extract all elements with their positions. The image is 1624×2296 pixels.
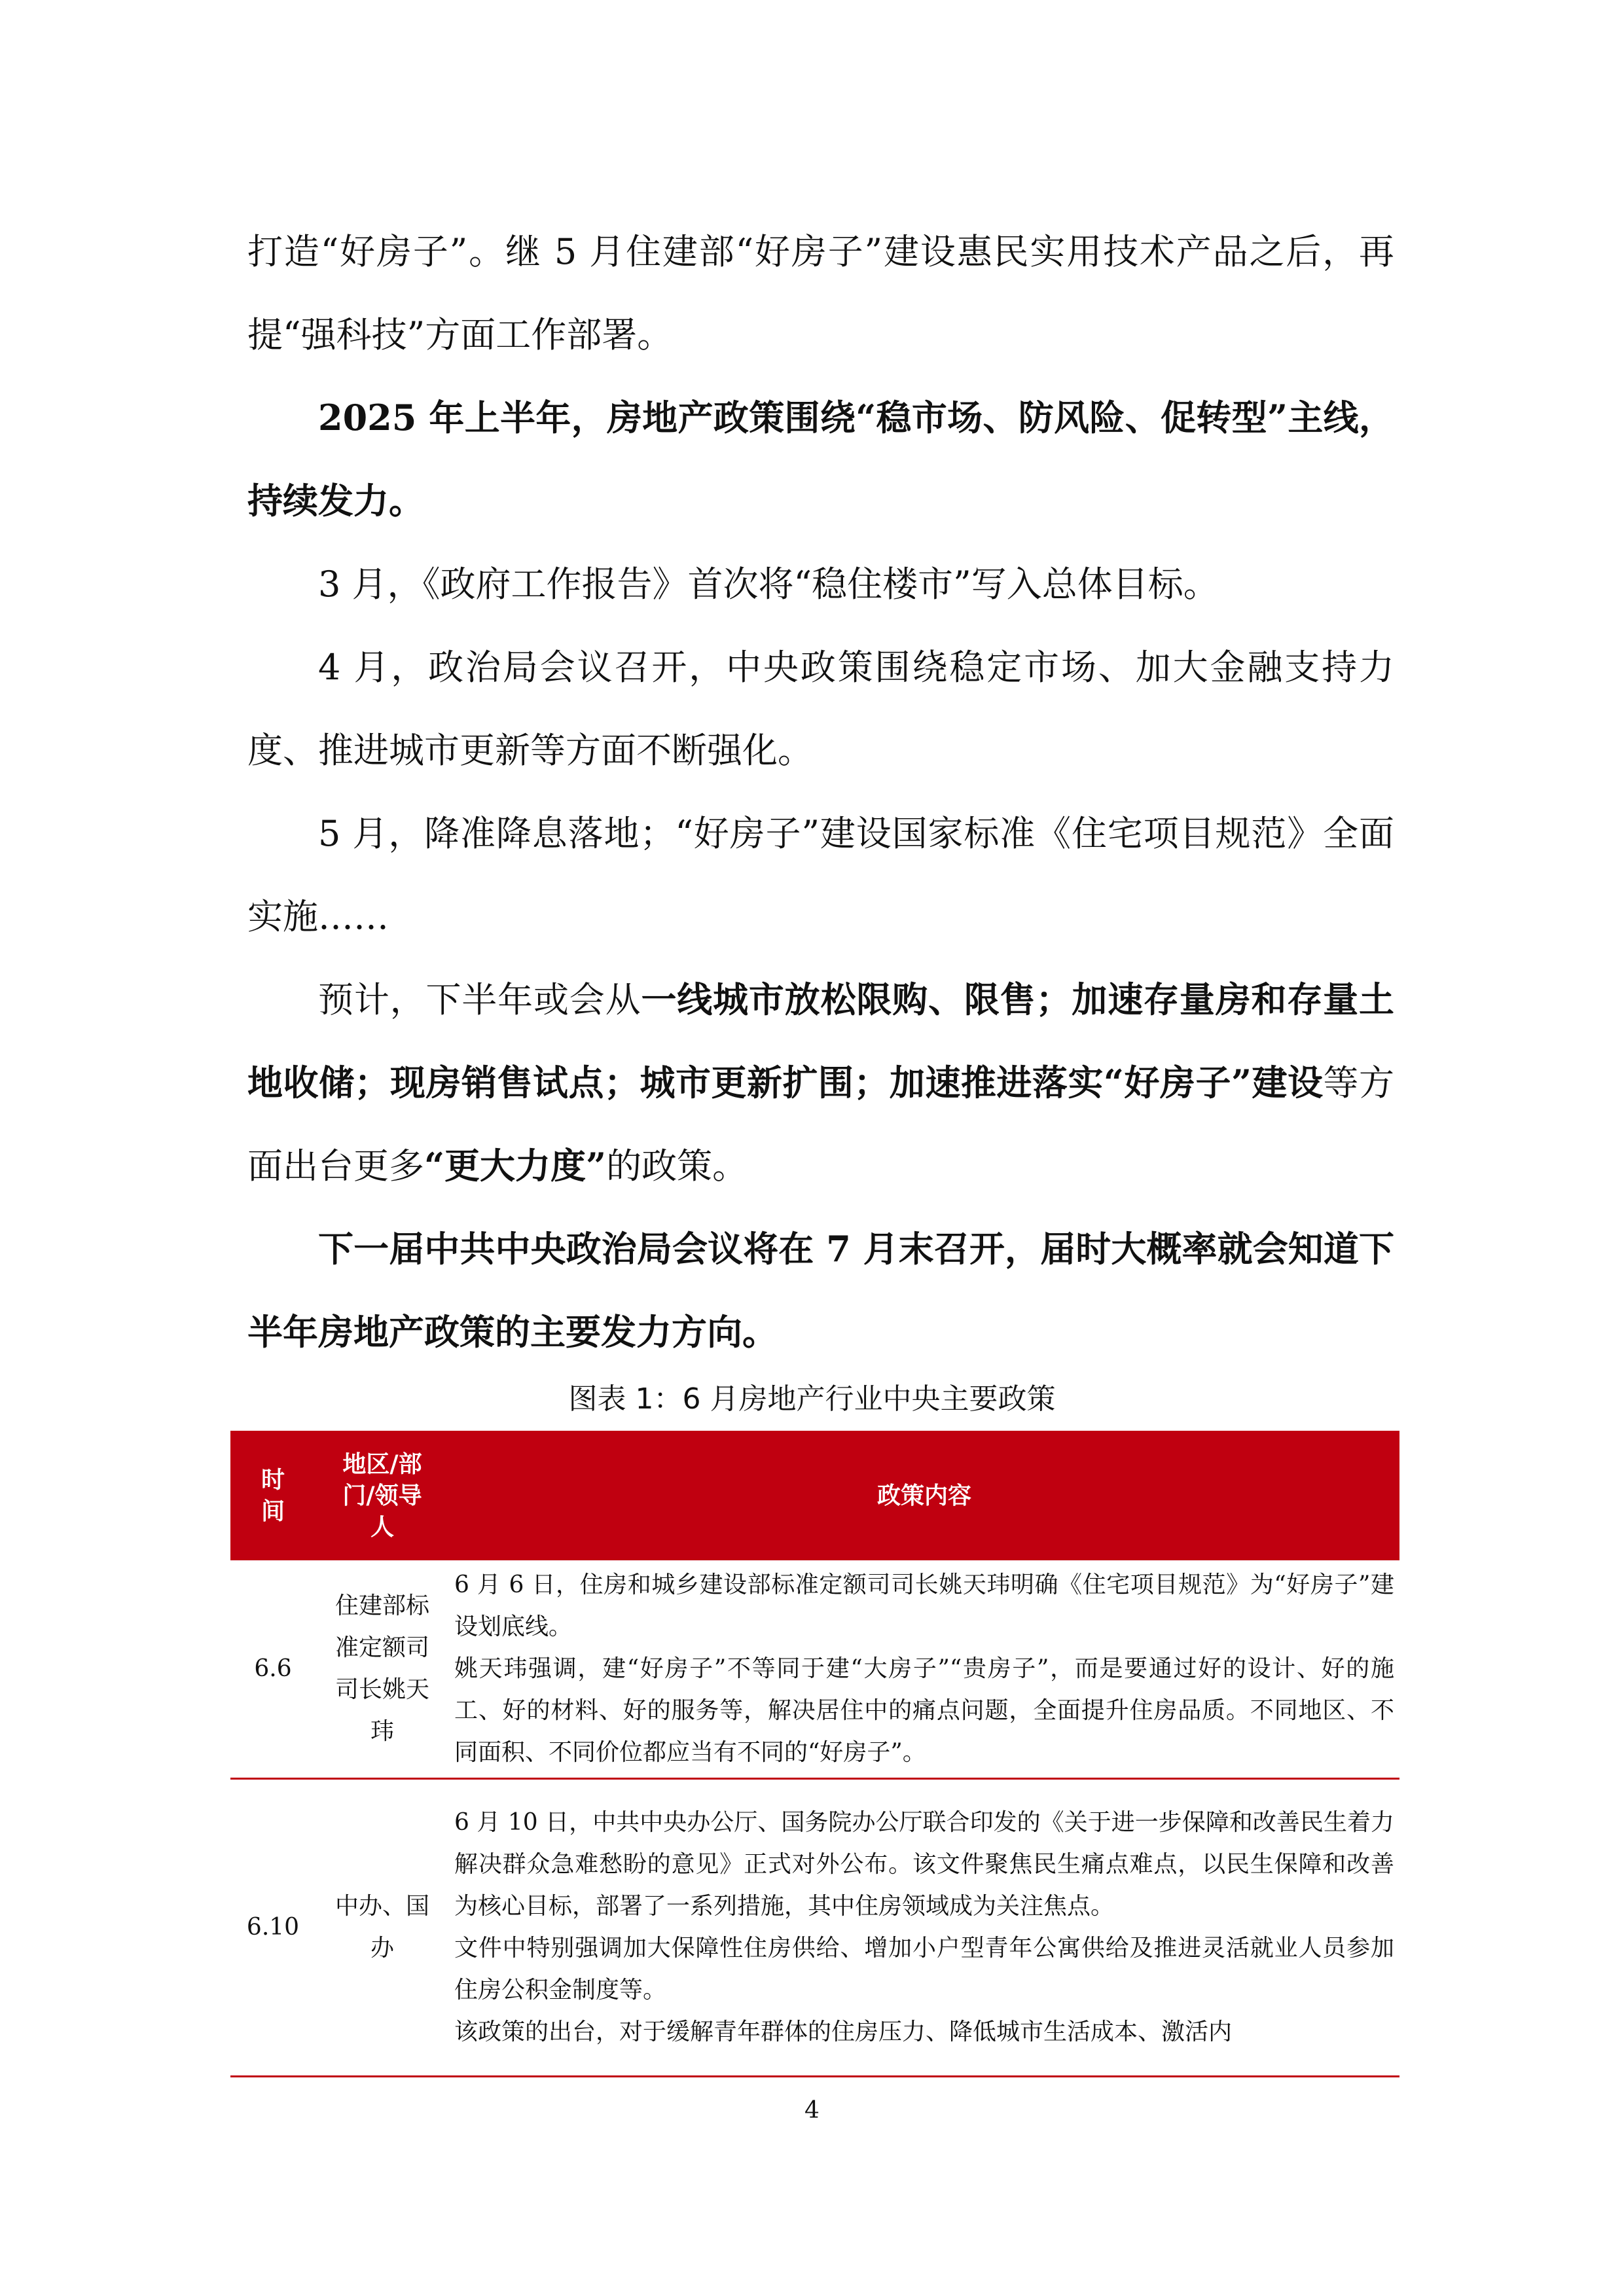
- cell-time: 6.6: [230, 1560, 316, 1778]
- paragraph-april: 4 月，政治局会议召开，中央政策围绕稳定市场、加大金融支持力度、推进城市更新等方面不断强化。: [247, 647, 1394, 771]
- policy-table: [230, 1431, 1399, 2077]
- paragraph-march: 3 月，《政府工作报告》首次将“稳住楼市”写入总体目标。: [318, 564, 1219, 605]
- forecast-middle: 等方面出台更多: [247, 1062, 1394, 1187]
- table-row: [230, 1778, 1399, 2076]
- cell-dept: 住建部标准定额司司长姚天玮: [316, 1560, 449, 1778]
- cell-content: [449, 1560, 1399, 1778]
- content-line: 该政策的出台，对于缓解青年群体的住房压力、降低城市生活成本、激活内: [454, 2018, 1233, 2045]
- paragraph-summary-bold: 2025 年上半年，房地产政策围绕“稳市场、防风险、促转型”主线，持续发力。: [247, 397, 1394, 522]
- cell-dept: 中办、国办: [316, 1778, 449, 2076]
- content-line: 6 月 10 日，中共中央办公厅、国务院办公厅联合印发的《关于进一步保障和改善民生着力解决群众急难愁盼的意见》正式对外公布。该文件聚焦民生痛点难点，以民生保障和改善为核心目标，部署了一系列措施，其中住房领域成为关注焦点。: [454, 1808, 1394, 1920]
- forecast-emphasis: “更大力度”: [424, 1145, 607, 1187]
- paragraph-intro: 打造“好房子”。继 5 月住建部“好房子”建设惠民实用技术产品之后，再提“强科技”方面工作部署。: [247, 231, 1394, 355]
- cell-time: 6.10: [230, 1778, 316, 2076]
- content-line: 6 月 6 日，住房和城乡建设部标准定额司司长姚天玮明确《住宅项目规范》为“好房子”建设划底线。: [454, 1571, 1394, 1640]
- paragraph-forecast: [247, 958, 1394, 1208]
- cell-content: [449, 1778, 1399, 2076]
- table-header-row: [230, 1431, 1399, 1560]
- table-row: [230, 1560, 1399, 1778]
- content-line: 文件中特别强调加大保障性住房供给、增加小户型青年公寓供给及推进灵活就业人员参加住房公积金制度等。: [454, 1934, 1394, 2003]
- content-line: 姚天玮强调，建“好房子”不等同于建“大房子”“贵房子”，而是要通过好的设计、好的施工、好的材料、好的服务等，解决居住中的痛点问题，全面提升住房品质。不同地区、不同面积、不同价位都应当有不同的“好房子”。: [454, 1655, 1394, 1766]
- header-dept: 地区/部门/领导人: [316, 1431, 449, 1560]
- header-time: 时间: [230, 1431, 316, 1560]
- forecast-tail: 的政策。: [606, 1145, 748, 1187]
- table-caption: 图表 1：6 月房地产行业中央主要政策: [568, 1382, 1056, 1416]
- forecast-key-measures: 一线城市放松限购、限售；加速存量房和存量土地收储；现房销售试点；城市更新扩围；加速推进落实“好房子”建设: [247, 978, 1395, 1103]
- paragraph-politburo-meeting: 下一届中共中央政治局会议将在 7 月末召开，届时大概率就会知道下半年房地产政策的主要发力方向。: [247, 1228, 1394, 1353]
- paragraph-may: 5 月，降准降息落地；“好房子”建设国家标准《住宅项目规范》全面实施……: [247, 813, 1394, 937]
- header-content: 政策内容: [449, 1431, 1399, 1560]
- page-number: 4: [804, 2097, 820, 2124]
- forecast-lead: 预计，下半年或会从: [318, 979, 641, 1020]
